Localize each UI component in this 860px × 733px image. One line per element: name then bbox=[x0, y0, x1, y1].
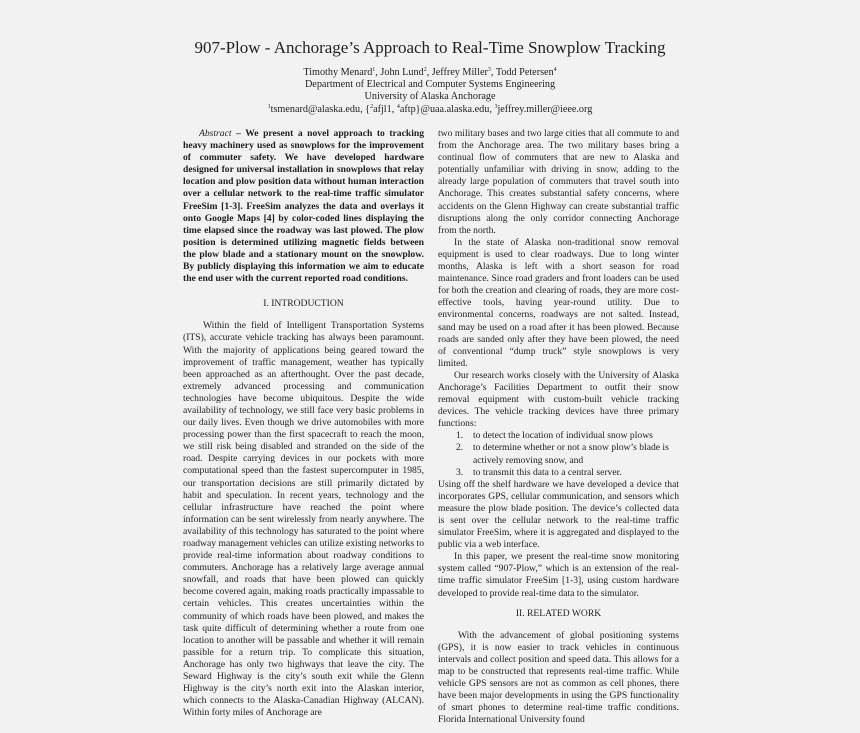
right-column bbox=[438, 128, 679, 727]
paragraph: Our research works closely with the University of Alaska Anchorage’s Facilities Department to outfit their snow removal equipment with custom-built vehicle tracking devices. The vehicle tracking devices have three primary functions: bbox=[438, 369, 679, 430]
function-list bbox=[438, 430, 679, 478]
paragraph: With the advancement of global positioning systems (GPS), it is now easier to track vehicles in continuous intervals and collect position and speed data. This allows for a map to be constructed that represents real-time traffic. While vehicle GPS sensors are not as common as cell phones, there have been major developments in using the GPS functionality of smart phones to determine real-time traffic conditions. Florida International University found bbox=[438, 629, 679, 726]
paragraph: Using off the shelf hardware we have developed a device that incorporates GPS, cellular communication, and sensors which measure the plow blade position. The device’s collected data is sent over the cellular network to the real-time traffic simulator FreeSim, where it is aggregated and displayed to the public via a web interface. bbox=[438, 478, 679, 551]
author-name: Timothy Menard bbox=[303, 67, 373, 78]
department: Department of Electrical and Computer Systems Engineering bbox=[304, 79, 556, 91]
abstract-label: Abstract bbox=[199, 128, 232, 139]
author-sup: 1 bbox=[372, 67, 376, 73]
left-column bbox=[183, 128, 424, 719]
abstract: Abstract – We present a novel approach to tracking heavy machinery used as snowplows for the improvement of commuter safety. We have developed hardware designed for universal installation in snowplows that relay location and plow position data without human interaction over a cellular network to the real-time traffic simulator FreeSim [1-3]. FreeSim analyzes the data and overlays it onto Google Maps [4] by color-coded lines displaying the time elapsed since the roadway was last plowed. The plow position is determined utilizing magnetic fields between the plow blade and a stationary mount on the snowplow. By publicly displaying this information we aim to educate the end user with the current reported road conditions. bbox=[183, 128, 424, 285]
author-sup: 4 bbox=[553, 67, 557, 73]
list-item: 3. to transmit this data to a central server. bbox=[456, 466, 622, 478]
email-line: $^1$tsmenard@alaska.edu, {$^2$afjl1, $^4$aftp}@uaa.alaska.edu, $^3$jeffrey.miller@ieee.org bbox=[267, 103, 593, 115]
paper-title: 907-Plow - Anchorage’s Approach to Real-Time Snowplow Tracking bbox=[194, 38, 666, 57]
section-heading: II. RELATED WORK bbox=[515, 607, 602, 619]
paragraph: In this paper, we present the real-time snow monitoring system called “907-Plow,” which is an extension of the real-time traffic simulator FreeSim [1-3], using custom hardware developed to provide real-time data to the simulator. bbox=[438, 551, 679, 599]
abstract-text: We present a novel approach to tracking heavy machinery used as snowplows for the improvement of commuter safety. We have developed hardware designed for universal installation in snowplows that relay location and plow position data without human interaction over a cellular network to the real-time traffic simulator FreeSim [1-3]. FreeSim analyzes the data and overlays it onto Google Maps [4] by color-coded lines displaying the time elapsed since the roadway was last plowed. The plow position is determined utilizing magnetic fields between the plow blade and a stationary mount on the snowplow. By publicly displaying this information we aim to educate the end user with the current reported road conditions. bbox=[183, 128, 424, 285]
list-item: 2. to determine whether or not a snow plow’s blade is actively removing snow, and bbox=[456, 442, 669, 466]
section-heading: I. INTRODUCTION bbox=[263, 298, 344, 310]
author-sup: 2 bbox=[423, 67, 427, 73]
author-block bbox=[0, 67, 860, 116]
university: University of Alaska Anchorage bbox=[364, 91, 496, 103]
author-name: John Lund bbox=[380, 67, 424, 78]
author-name: Jeffrey Miller bbox=[431, 67, 488, 78]
paragraph: Within the field of Intelligent Transportation Systems (ITS), accurate vehicle tracking has always been paramount. With the majority of applications being geared toward the improvement of traffic management, weather has typically been approached as an afterthought. Over the past decade, extremely advanced processing and communication technologies have become ubiquitous. Despite the wide availability of technology, we still face very basic problems in our daily lives. Even though we drive automobiles with more processing power than the first spacecraft to reach the moon, we still risk being disabled and stranded on the side of the road. Despite carrying devices in our pockets with more computational speed than the fastest supercomputer in 1985, our transportation decisions are still primarily dictated by habit and speculation. In recent years, technology and the cellular infrastructure have reached the point where information can be sent wirelessly from nearly anywhere. The availability of this technology has saturated to the point where roadway management vehicles can utilize existing networks to provide real-time information about roadway conditions to commuters. Anchorage has a relatively large average annual snowfall, and roads that have been plowed can quickly become covered again, making roads practically impassable to certain vehicles. This creates uncertainties within the community of which roads have been plowed, and makes the task quite difficult of determining whether a route from one location to another will be passable and whether it will remain passible for a return trip. To complicate this situation, Anchorage has only two highways that leave the city. The Seward Highway is the city’s south exit while the Glenn Highway is the city’s north exit into the Alaskan interior, which connects to the Alaska-Canadian Highway (ALCAN). Within forty miles of Anchorage are bbox=[183, 320, 424, 719]
paragraph: In the state of Alaska non-traditional snow removal equipment is used to clear roadways. Due to long winter months, Alaska is left with a short season for road maintenance. Since road graders and front loaders can be used for both the creation and clearing of roads, they are more cost-effective tools, having year-round utility. Due to environmental concerns, roadways are not salted. Instead, sand may be used on a road after it has been plowed. Because roads are sanded only after they have been plowed, the need of conventional “dump truck” style snowplows is very limited. bbox=[438, 236, 679, 369]
list-item: 1. to detect the location of individual snow plows bbox=[456, 430, 653, 442]
author-name: Todd Petersen bbox=[495, 67, 554, 78]
author-sup: 3 bbox=[487, 67, 491, 73]
paragraph: two military bases and two large cities that all commute to and from the Anchorage area. The two military bases bring a continual flow of commuters that are new to Alaska and potentially unfamiliar with driving in snow, adding to the already large population of commuters that travel south into Anchorage. This creates substantial safety concerns, where accidents on the Glenn Highway can create substantial traffic disruptions along the only corridor connecting Anchorage from the north. bbox=[438, 128, 679, 236]
author-names: Timothy Menard$^1$, John Lund$^2$, Jeffrey Miller$^3$, Todd Petersen$^4$ bbox=[303, 67, 557, 78]
